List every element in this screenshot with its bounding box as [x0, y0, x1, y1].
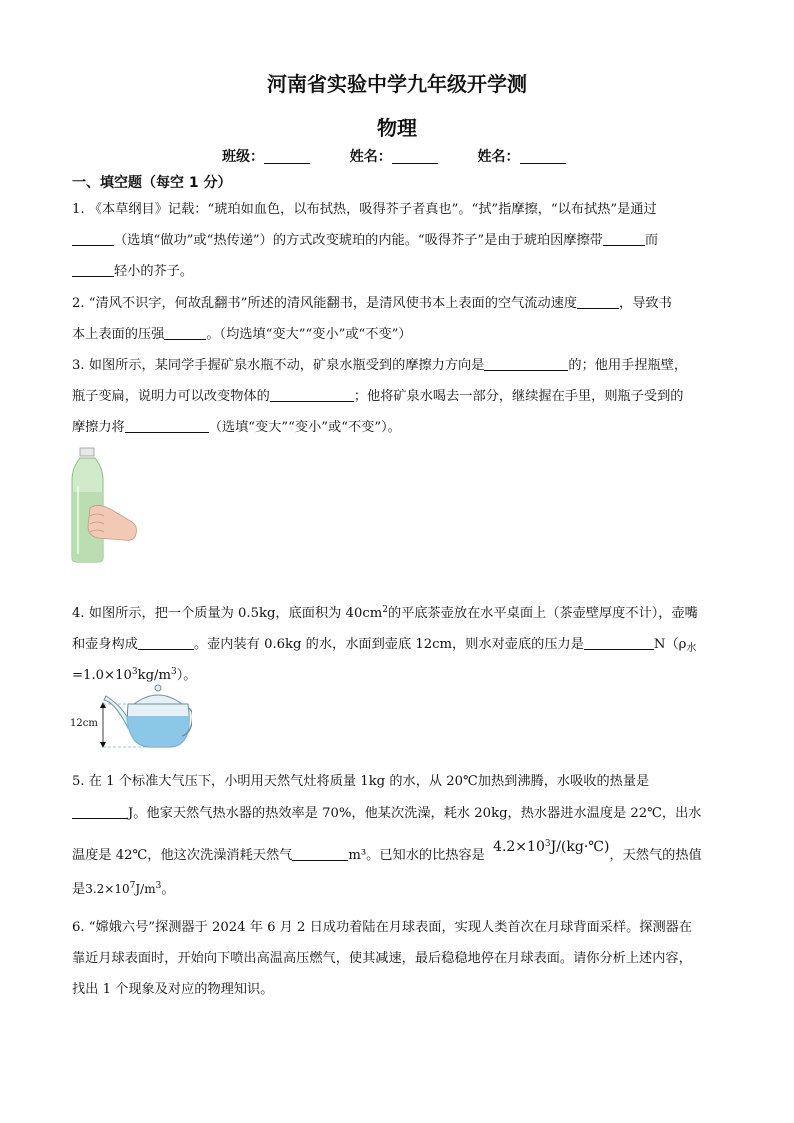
q3-blank-1[interactable] — [484, 357, 568, 371]
section-heading: 一、填空题（每空 1 分） — [72, 175, 232, 191]
q2-blank-1[interactable] — [577, 295, 619, 309]
q1-blank-1[interactable] — [72, 232, 114, 246]
q2-line-1: 2. “清风不识字，何故乱翻书”所述的清风能翻书，是清风使书本上表面的空气流动速度 ，导致书 — [72, 296, 672, 311]
name-blank[interactable] — [392, 149, 438, 164]
q4-line-1: 4. 如图所示，把一个质量为 0.5kg，底面积为 $40cm^2$的平底茶壶放在水平桌面上（茶壶壁厚度不计），壶嘴 — [72, 605, 698, 621]
teapot-figure — [70, 678, 192, 750]
teapot-knob — [155, 685, 161, 691]
teapot-height-label: 12cm — [70, 718, 98, 729]
q1-line-1: 1. 《本草纲目》记载：“琥珀如血色，以布拭热，吸得芥子者真也”。“拭”指摩擦，“以布拭热”是通过 — [72, 202, 657, 217]
student-info — [222, 146, 566, 166]
specific-heat-formula: $4.2\times 10^3J/(kg\cdot℃)$ — [493, 839, 610, 855]
name-label: 姓名： — [349, 149, 392, 165]
heat-value-formula: $3.2\times 10^7J/m^3$ — [85, 881, 162, 896]
teapot-water — [126, 716, 189, 747]
q4-blank-1[interactable] — [138, 636, 194, 650]
class-blank[interactable] — [264, 149, 310, 164]
q2-line-2: 本上表面的压强 。（均选填“变大”“变小”或“不变”） — [72, 327, 412, 342]
teapot-lid — [134, 695, 182, 704]
q4-line-3: $=1.0\times 10^3kg/m^3$）。 — [72, 667, 197, 683]
q4-blank-2[interactable] — [584, 636, 654, 650]
q5-line-1: 5. 在 1 个标准大气压下，小明用天然气灶将质量 1kg 的水，从 20℃加热到沸腾，水吸收的热量是 — [72, 774, 650, 789]
hand — [88, 505, 137, 540]
class-label: 班级： — [222, 149, 264, 165]
q6-line-1: 6. “嫦娥六号”探测器于 2024 年 6 月 2 日成功着陆在月球表面，实现人类首次在月球背面采样。探测器在 — [72, 920, 693, 935]
name-label-2: 姓名： — [477, 149, 520, 165]
exam-title: 河南省实验中学九年级开学测 — [267, 72, 527, 96]
q3-line-1: 3. 如图所示，某同学手握矿泉水瓶不动，矿泉水瓶受到的摩擦力方向是 的；他用手捏瓶壁， — [72, 358, 688, 373]
q4-line-2b: 和壶身构成 。壶内装有 0.6kg 的水，水面到壶底 12cm，则水对壶底的压力是 $N(\rho_水$ — [72, 637, 697, 654]
q3-blank-2[interactable] — [270, 388, 354, 402]
q6-line-3: 找出 1 个现象及对应的物理知识。 — [72, 982, 274, 997]
q3-line-3: 摩擦力将 （选填“变大”“变小”或“不变”）。 — [72, 420, 401, 435]
q3-blank-3[interactable] — [125, 419, 209, 433]
name-blank-2[interactable] — [520, 149, 566, 164]
q5-blank-1[interactable] — [72, 805, 128, 819]
q5-blank-2[interactable] — [292, 847, 348, 861]
bottle-cap — [80, 448, 94, 456]
teapot-spout — [104, 696, 130, 728]
q5-line-4: 是$3.2\times 10^7J/m^3$。 — [72, 881, 175, 897]
q1-line-3: 轻小的芥子。 — [72, 263, 193, 281]
q6-line-2: 靠近月球表面时，开始向下喷出高温高压燃气，使其减速，最后稳稳地停在月球表面。请你分析上述内容， — [72, 951, 692, 966]
q3-line-2: 瓶子变扁，说明力可以改变物体的 ；他将矿泉水喝去一部分，继续握在手里，则瓶子受到的 — [72, 389, 684, 404]
q5-line-2: J。他家天然气热水器的热效率是 70%，他某次洗澡，耗水 20kg，热水器进水温度是 22℃，出水 — [72, 805, 701, 823]
q5-line-3: 温度是 42℃，他这次洗澡消耗天然气 m³。已知水的比热容是 $4.2\times 10^3J/(kg\cdot℃)$，天然气的热值 — [72, 839, 702, 863]
q2-blank-2[interactable] — [164, 326, 206, 340]
q1-blank-2[interactable] — [603, 232, 645, 246]
water-bottle-figure — [68, 446, 142, 564]
q1-blank-3[interactable] — [72, 263, 114, 277]
subject-title: 物理 — [377, 116, 417, 140]
q1-line-2: （选填“做功”或“热传递”）的方式改变琥珀的内能。“吸得芥子”是由于琥珀因摩擦带 而 — [72, 232, 658, 250]
